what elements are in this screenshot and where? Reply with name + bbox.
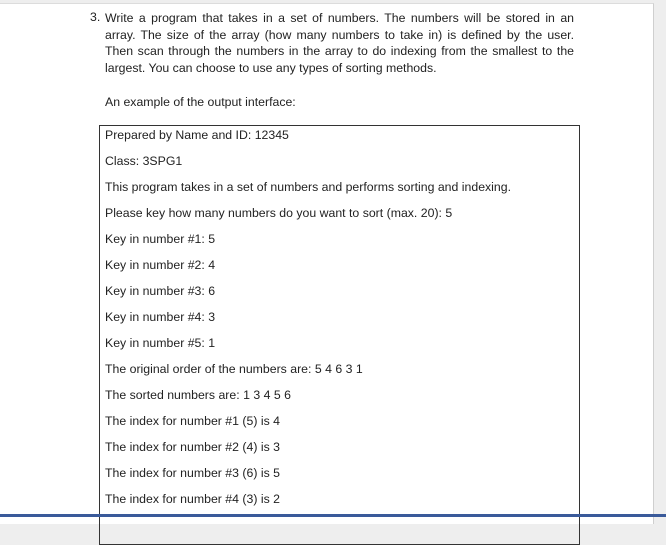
output-line: The index for number #2 (4) is 3 bbox=[105, 440, 280, 454]
output-line: The original order of the numbers are: 5 4 6 3 1 bbox=[105, 362, 363, 376]
question-number: 3. bbox=[90, 10, 101, 24]
output-line: The index for number #4 (3) is 2 bbox=[105, 492, 280, 506]
output-line: The index for number #3 (6) is 5 bbox=[105, 466, 280, 480]
output-line: Key in number #2: 4 bbox=[105, 258, 216, 272]
question-text: Write a program that takes in a set of numbers. The numbers will be stored in an array. The size of the array (how many numbers to take in) is defined by the user. Then scan through the numbers in the array to do indexing from the smallest to the largest. You can choose to use any types of sorting methods. bbox=[105, 11, 574, 75]
output-line: Please key how many numbers do you want to sort (max. 20): 5 bbox=[105, 206, 453, 220]
output-line: Class: 3SPG1 bbox=[105, 154, 183, 168]
example-label: An example of the output interface: bbox=[105, 95, 296, 109]
output-line: Key in number #3: 6 bbox=[105, 284, 216, 298]
output-line: The sorted numbers are: 1 3 4 5 6 bbox=[105, 388, 291, 402]
output-line: Key in number #5: 1 bbox=[105, 336, 216, 350]
output-line: The index for number #1 (5) is 4 bbox=[105, 414, 280, 428]
document-page bbox=[0, 3, 654, 524]
output-example-box bbox=[99, 125, 580, 545]
output-line: Prepared by Name and ID: 12345 bbox=[105, 128, 289, 142]
output-line: This program takes in a set of numbers and performs sorting and indexing. bbox=[105, 180, 512, 194]
output-line: Key in number #4: 3 bbox=[105, 310, 216, 324]
output-line: Key in number #1: 5 bbox=[105, 232, 216, 246]
